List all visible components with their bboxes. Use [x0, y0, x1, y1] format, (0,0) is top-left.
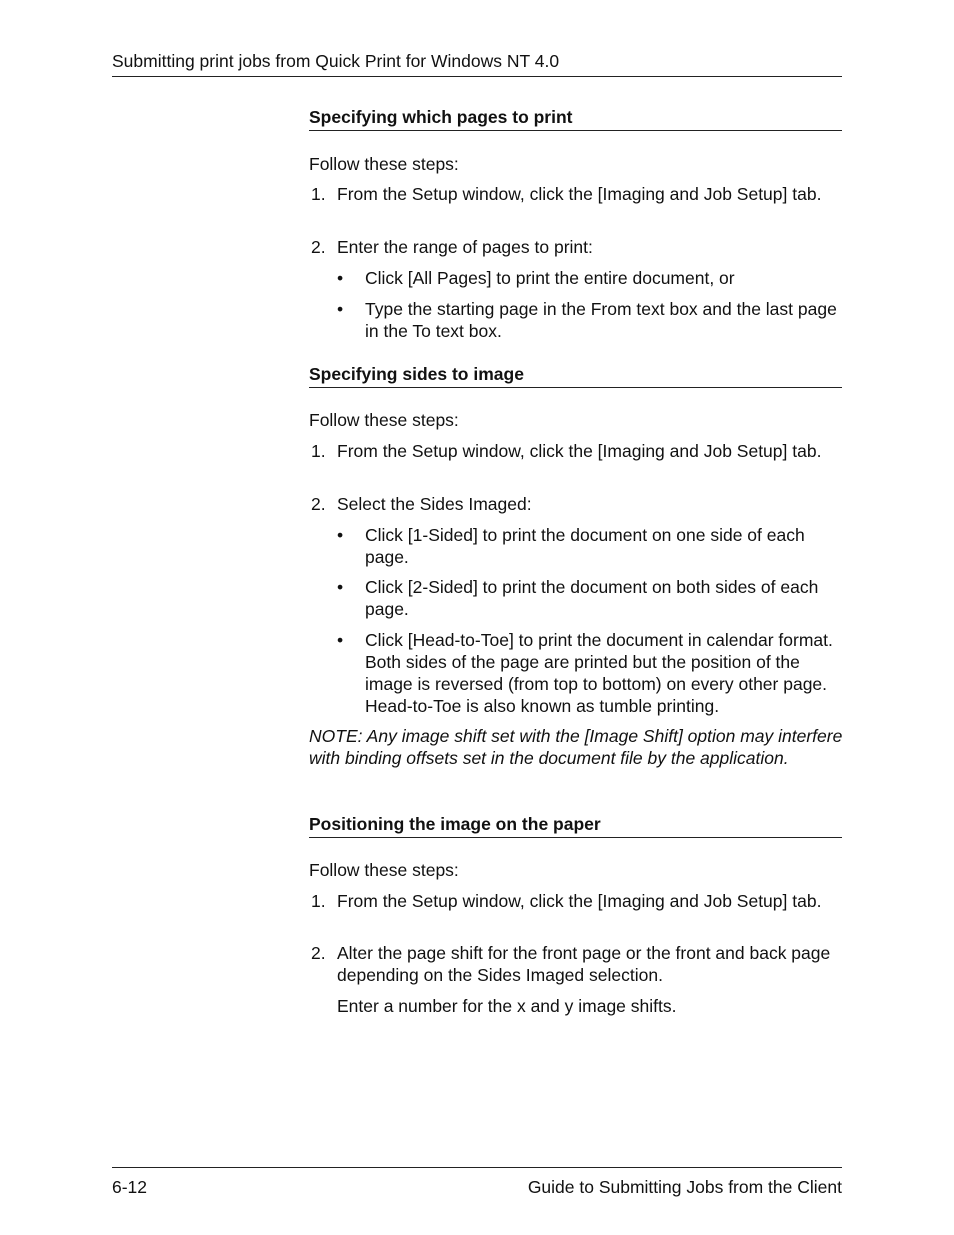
book-title: Guide to Submitting Jobs from the Client: [527, 1177, 842, 1197]
step-number: 2.: [311, 237, 326, 257]
step-followup: Enter a number for the x and y image shifts.: [337, 996, 677, 1016]
step-number: 1.: [311, 891, 326, 911]
step-number: 1.: [311, 184, 326, 204]
step-text: From the Setup window, click the [Imaging and Job Setup] tab.: [337, 441, 822, 461]
bullet-item: [337, 629, 844, 717]
page-number: 6-12: [112, 1177, 148, 1197]
bullet-item: [337, 267, 844, 289]
section-title-pages-to-print: Specifying which pages to print: [309, 106, 842, 131]
step-number: 1.: [311, 441, 326, 461]
bullet-dot: •: [337, 299, 344, 319]
step-text: From the Setup window, click the [Imaging and Job Setup] tab.: [337, 891, 822, 911]
step-text: Select the Sides Imaged:: [337, 494, 532, 514]
step-item: [309, 942, 844, 986]
section-intro: Follow these steps:: [309, 410, 459, 430]
step-item: [309, 183, 844, 205]
bullet-item: [337, 298, 844, 342]
step-text: Enter the range of pages to print:: [337, 237, 593, 257]
step-item: [309, 493, 844, 515]
step-item: [309, 440, 844, 462]
running-header-title: Submitting print jobs from Quick Print for Windows NT 4.0: [112, 51, 560, 71]
bullet-dot: •: [337, 268, 344, 288]
step-item: [309, 236, 844, 258]
bullet-text: Type the starting page in the From text box and the last page in the To text box.: [365, 299, 837, 341]
note: NOTE: Any image shift set with the [Image Shift] option may interfere with binding offsets set in the document file by the application.: [309, 726, 843, 768]
section-intro: Follow these steps:: [309, 154, 459, 174]
running-footer: [112, 1167, 842, 1198]
section-intro: Follow these steps:: [309, 860, 459, 880]
bullet-text: Click [All Pages] to print the entire document, or: [365, 268, 735, 288]
bullet-text: Click [2-Sided] to print the document on both sides of each page.: [365, 577, 819, 619]
step-text: From the Setup window, click the [Imaging and Job Setup] tab.: [337, 184, 822, 204]
bullet-item: [337, 576, 844, 620]
running-header: [112, 50, 842, 77]
step-text: Alter the page shift for the front page or the front and back page depending on the Sides Imaged selection.: [337, 943, 831, 985]
step-number: 2.: [311, 943, 326, 963]
section-title-positioning-image: Positioning the image on the paper: [309, 813, 842, 838]
bullet-dot: •: [337, 577, 344, 597]
bullet-item: [337, 524, 844, 568]
step-number: 2.: [311, 494, 326, 514]
section-title-sides-to-image: Specifying sides to image: [309, 363, 842, 388]
step-item: [309, 890, 844, 912]
bullet-dot: •: [337, 525, 344, 545]
bullet-dot: •: [337, 630, 344, 650]
bullet-text: Click [1-Sided] to print the document on one side of each page.: [365, 525, 805, 567]
bullet-text: Click [Head-to-Toe] to print the document in calendar format. Both sides of the page are printed but the position of the image is reversed (from top to bottom) on every other page. Head-to-Toe is also known as tumble printing.: [365, 630, 833, 716]
